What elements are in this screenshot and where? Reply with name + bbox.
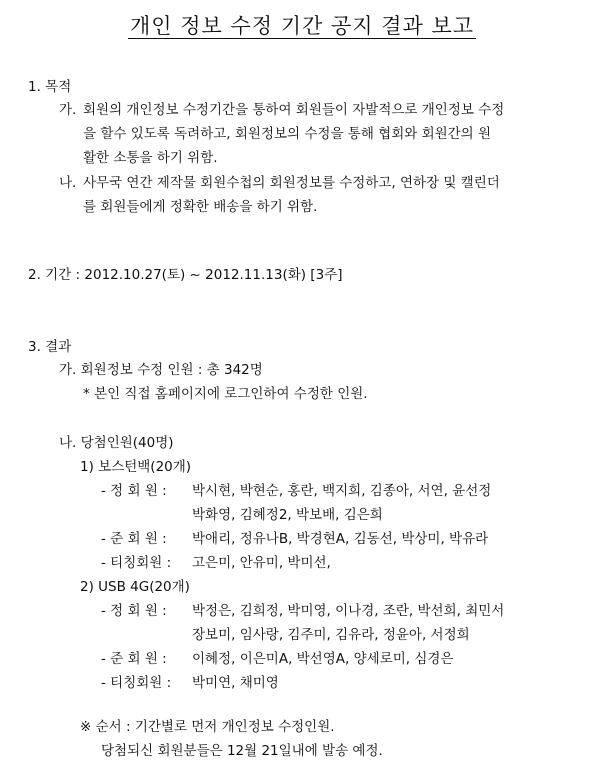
prize2-regular-names: 장보미, 임사랑, 김주미, 김유라, 정윤아, 서정희 <box>192 627 470 643</box>
document-title: 개인 정보 수정 기간 공지 결과 보고 <box>129 14 475 38</box>
prize1-associate-names: 박애리, 정유나B, 박경현A, 김동선, 박상미, 박유라 <box>192 531 489 547</box>
purpose-item-a-line: 회원의 개인정보 수정기간을 통하여 회원들이 자발적으로 개인정보 수정 <box>83 102 505 118</box>
prize2-associate-label: - 준 회 원 : <box>101 651 167 667</box>
result-item-b: 나. 당첨인원(40명) <box>59 435 174 451</box>
purpose-item-a-marker: 가. <box>59 102 77 118</box>
prize1-teaching-names: 고은미, 안유미, 박미선, <box>192 555 331 571</box>
prize1-associate-label: - 준 회 원 : <box>101 531 167 547</box>
prize1-regular-label: - 정 회 원 : <box>101 483 167 499</box>
footnote-shipping: 당첨되신 회원분들은 12월 21일내에 발송 예정. <box>101 743 383 759</box>
result-item-a-note: * 본인 직접 홈페이지에 로그인하여 수정한 인원. <box>83 386 368 402</box>
prize2-associate-names: 이혜정, 이은미A, 박선영A, 양세로미, 심경은 <box>192 651 454 667</box>
purpose-item-a-line: 활한 소통을 하기 위함. <box>83 150 218 166</box>
prize2-regular-names: 박정은, 김희정, 박미영, 이나경, 조란, 박선희, 최민서 <box>192 603 505 619</box>
prize2-regular-label: - 정 회 원 : <box>101 603 167 619</box>
section-purpose-heading: 1. 목적 <box>28 79 72 95</box>
purpose-item-b-line: 를 회원들에게 정확한 배송을 하기 위함. <box>83 199 318 215</box>
footnote-order: ※ 순서 : 기간별로 먼저 개인정보 수정인원. <box>80 719 335 735</box>
purpose-item-a-line: 을 할수 있도록 독려하고, 회원정보의 수정을 통해 협회와 회원간의 원 <box>83 126 492 142</box>
section-result-heading: 3. 결과 <box>28 339 72 355</box>
prize1-regular-names: 박화영, 김혜정2, 박보배, 김은희 <box>192 507 383 523</box>
prize2-label: 2) USB 4G(20개) <box>80 579 190 595</box>
prize2-teaching-label: - 티칭회원 : <box>101 675 172 691</box>
purpose-item-b-line: 사무국 연간 제작물 회원수첩의 회원정보를 수정하고, 연하장 및 캘린더 <box>83 175 500 191</box>
prize1-regular-names: 박시현, 박현순, 홍란, 백지희, 김종아, 서연, 윤선정 <box>192 483 492 499</box>
prize2-teaching-names: 박미연, 채미영 <box>192 675 279 691</box>
prize1-label: 1) 보스턴백(20개) <box>80 459 192 475</box>
prize1-teaching-label: - 티칭회원 : <box>101 555 172 571</box>
section-period: 2. 기간 : 2012.10.27(토) ~ 2012.11.13(화) [3주] <box>28 267 343 283</box>
result-item-a: 가. 회원정보 수정 인원 : 총 342명 <box>59 362 263 378</box>
purpose-item-b-marker: 나. <box>59 175 77 191</box>
